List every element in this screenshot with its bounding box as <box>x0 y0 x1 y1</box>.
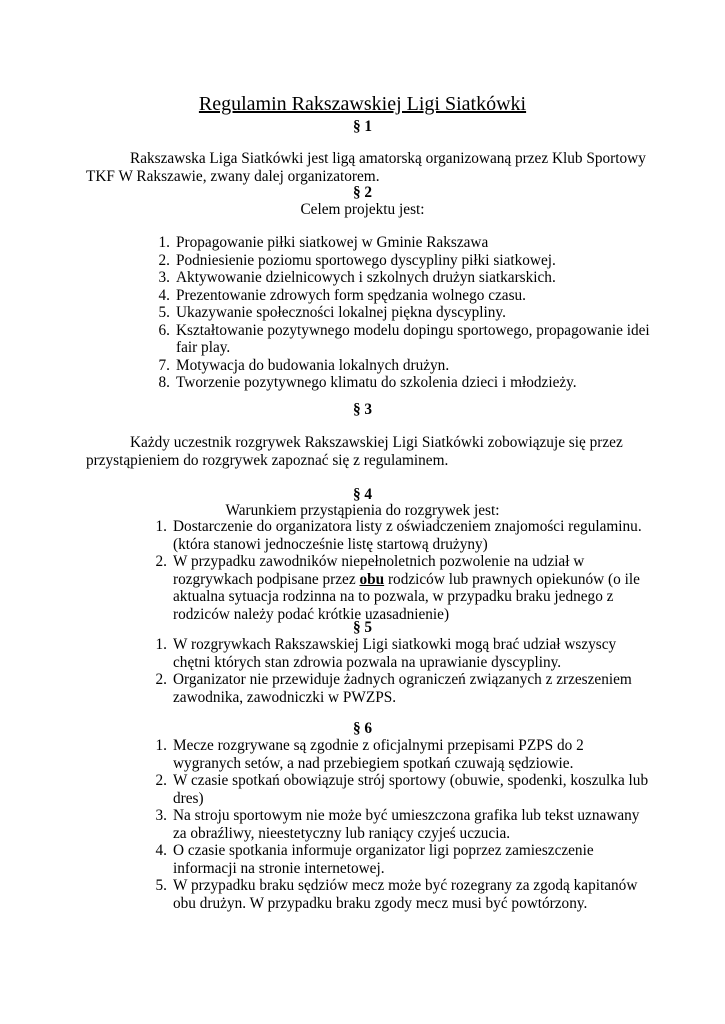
list-item: 6. Kształtowanie pozytywnego modelu dopingu sportowego, propagowanie idei fair play. <box>158 321 650 356</box>
section-6-list <box>155 737 653 912</box>
list-item: 5. Ukazywanie społeczności lokalnej piękna dyscypliny. <box>158 304 506 321</box>
list-item: 4. O czasie spotkania informuje organizator ligi poprzez zamieszczenie informacji na stronie internetowej. <box>155 842 594 877</box>
list-item: 7. Motywacja do budowania lokalnych drużyn. <box>158 356 450 374</box>
list-item: 1. Dostarczenie do organizatora listy z oświadczeniem znajomości regulaminu. (która stanowi jednocześnie listę startową drużyny) <box>155 518 642 553</box>
list-item: 2. Organizator nie przewiduje żadnych ograniczeń związanych z zrzeszeniem zawodnika, zawodniczki w PWZPS. <box>155 671 632 706</box>
section-2-list <box>158 234 656 392</box>
section-1-heading: § 1 <box>352 118 373 135</box>
section-4-list <box>155 518 653 623</box>
section-5-list <box>155 636 653 706</box>
list-item: 3. Aktywowanie dzielnicowych i szkolnych drużyn siatkarskich. <box>158 269 556 286</box>
list-item: 5. W przypadku braku sędziów mecz może być rozegrany za zgodą kapitanów obu drużyn. W przypadku braku zgody mecz musi być powtórzony. <box>155 877 638 912</box>
emphasis-obu: obu <box>359 570 385 588</box>
section-6-heading: § 6 <box>352 720 373 737</box>
section-3-text: Każdy uczestnik rozgrywek Rakszawskiej Ligi Siatkówki zobowiązuje się przez przystąpieniem do rozgrywek zapoznać się z regulaminem. <box>86 434 623 469</box>
section-3-heading: § 3 <box>352 401 373 418</box>
list-item: 4. Prezentowanie zdrowych form spędzania wolnego czasu. <box>158 286 526 304</box>
section-4-intro: Warunkiem przystąpienia do rozgrywek jest: <box>225 502 500 519</box>
list-item: 1. W rozgrywkach Rakszawskiej Ligi siatkowki mogą brać udział wszyscy chętni których stan zdrowia pozwala na uprawianie dyscypliny. <box>155 636 617 671</box>
section-2-intro: Celem projektu jest: <box>300 201 425 218</box>
list-item: 1. Mecze rozgrywane są zgodnie z oficjalnymi przepisami PZPS do 2 wygranych setów, a nad przebiegiem spotkań czuwają sędziowie. <box>155 737 584 772</box>
list-item: 8. Tworzenie pozytywnego klimatu do szkolenia dzieci i młodzieży. <box>158 374 577 391</box>
list-item: 3. Na stroju sportowym nie może być umieszczona grafika lub tekst uznawany za obraźliwy, nieestetyczny lub raniący czyjeś uczucia. <box>155 807 640 842</box>
section-1-text: Rakszawska Liga Siatkówki jest ligą amatorską organizowaną przez Klub Sportowy TKF W Rakszawie, zwany dalej organizatorem. <box>86 150 646 185</box>
list-item: 2. W przypadku zawodników niepełnoletnich pozwolenie na udział w rozgrywkach podpisane przez obu rodziców lub prawnych opiekunów (o ile aktualna sytuacja rodzinna na to pozwala, w przypadku braku jednego z rodziców należy podać krótkie uzasadnienie) <box>155 553 640 623</box>
section-4-heading: § 4 <box>352 486 373 503</box>
section-2-heading: § 2 <box>352 184 373 201</box>
list-item: 1. Propagowanie piłki siatkowej w Gminie Rakszawa <box>158 234 489 251</box>
list-item: 2. W czasie spotkań obowiązuje strój sportowy (obuwie, spodenki, koszulka lub dres) <box>155 772 649 807</box>
section-5-heading: § 5 <box>352 619 373 636</box>
list-item: 2. Podniesienie poziomu sportowego dyscypliny piłki siatkowej. <box>158 251 556 269</box>
document-title: Regulamin Rakszawskiej Ligi Siatkówki <box>198 93 527 115</box>
